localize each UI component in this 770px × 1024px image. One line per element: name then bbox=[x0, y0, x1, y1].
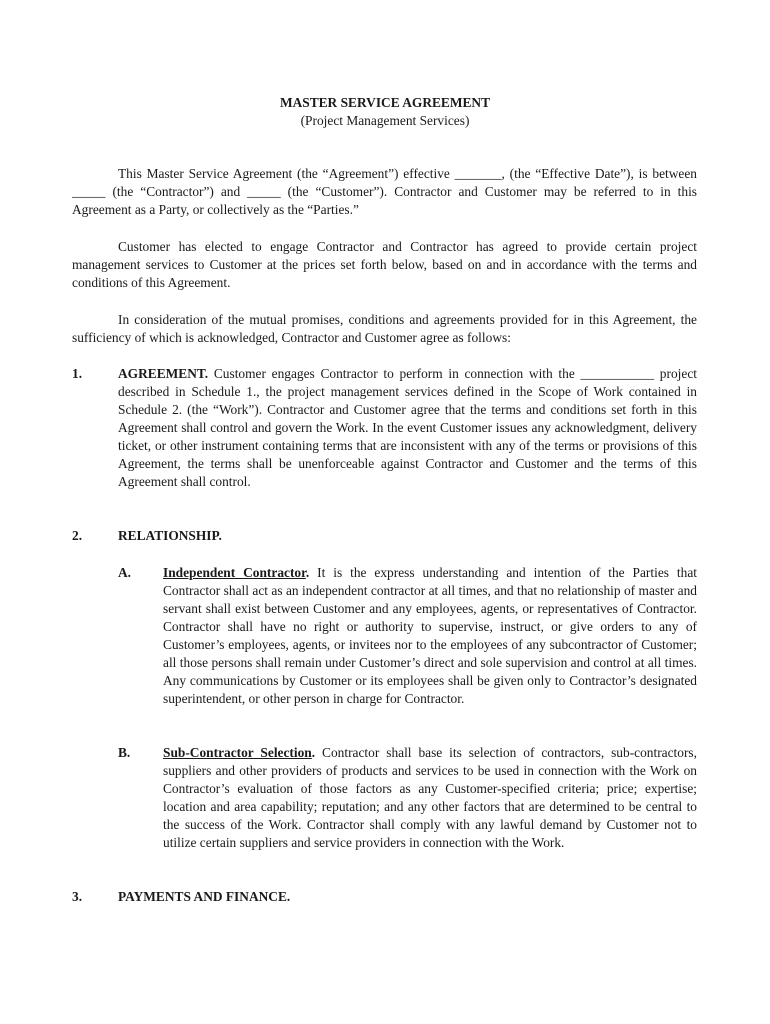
section-body bbox=[118, 527, 697, 545]
subsection-text: It is the express understanding and intention of the Parties that Contractor shall act as an independent contractor at all times, and that no relationship of master and servant shall exist between Customer and any employees, agents, or representatives of Contractor. Contractor shall have no right or authority to supervise, instruct, or give orders to any of Customer’s employees, agents, or invitees nor to the employees of any subcontractor of Customer; all those persons shall remain under Customer’s direct and sole supervision and control at all times. Any communications by Customer or its employees shall be given only to Contractor’s designated superintendent, or other person in charge for Contractor. bbox=[163, 565, 697, 706]
document-subtitle: (Project Management Services) bbox=[300, 113, 470, 128]
section-body bbox=[118, 365, 697, 491]
intro-paragraph-2: Customer has elected to engage Contractor and Contractor has agreed to provide certain project management services to Customer at the prices set forth below, based on and in accordance with the terms and conditions of this Agreement. bbox=[72, 239, 697, 290]
section-number: 1. bbox=[72, 366, 83, 381]
title-block bbox=[0, 94, 770, 130]
section-heading: PAYMENTS AND FINANCE. bbox=[118, 889, 291, 904]
section-2 bbox=[72, 527, 697, 545]
intro-paragraph-3: In consideration of the mutual promises, conditions and agreements provided for in this Agreement, the sufficiency of which is acknowledged, Contractor and Customer agree as follows: bbox=[72, 312, 697, 345]
section-1 bbox=[72, 365, 697, 491]
section-number: 3. bbox=[72, 889, 83, 904]
subsection-2a bbox=[118, 564, 697, 708]
subsection-heading: Independent Contractor bbox=[163, 565, 306, 580]
section-body bbox=[118, 888, 697, 906]
section-text: Customer engages Contractor to perform in connection with the ___________ project described in Schedule 1., the project management services defined in the Scope of Work contained in Schedule 2. (the “Work”). Contractor and Customer agree that the terms and conditions set forth in this Agreement shall control and govern the Work. In the event Customer issues any acknowledgment, delivery ticket, or other instrument containing terms that are inconsistent with any of the terms or provisions of this Agreement, the terms shall be unenforceable against Contractor and Customer and the terms of this Agreement shall control. bbox=[118, 366, 697, 489]
intro-paragraph-1: This Master Service Agreement (the “Agreement”) effective _______, (the “Effective Date”), is between _____ (the “Contractor”) and _____ (the “Customer”). Contractor and Customer may be referred to in this Agreement as a Party, or collectively as the “Parties.” bbox=[72, 166, 697, 217]
subsection-2b bbox=[118, 744, 697, 852]
section-heading: RELATIONSHIP. bbox=[118, 528, 222, 543]
subsection-heading: Sub-Contractor Selection bbox=[163, 745, 312, 760]
document-title: MASTER SERVICE AGREEMENT bbox=[279, 95, 491, 110]
section-heading: AGREEMENT. bbox=[118, 366, 209, 381]
subsection-body: Independent Contractor. It is the express understanding and intention of the Parties that Contractor shall act as an independent contractor at all times, and that no relationship of master and servant shall exist between Customer and any employees, agents, or representatives of Contractor. Contractor shall have no right or authority to supervise, instruct, or give orders to any of Customer’s employees, agents, or invitees nor to the employees of any subcontractor of Customer; all those persons shall remain under Customer’s direct and sole supervision and control at all times. Any communications by Customer or its employees shall be given only to Contractor’s designated superintendent, or other person in charge for Contractor. bbox=[163, 565, 697, 706]
section-3 bbox=[72, 888, 697, 906]
subsection-body: Sub-Contractor Selection. Contractor shall base its selection of contractors, sub-contractors, suppliers and other providers of products and services to be used in connection with the Work on Contractor’s evaluation of those factors as any Customer-specified criteria; price; expertise; location and area capability; reputation; and any other factors that are determined to be central to the success of the Work. Contractor shall comply with any lawful demand by Customer not to utilize certain suppliers and service providers in connection with the Work. bbox=[163, 745, 697, 850]
subsection-letter: A. bbox=[118, 565, 132, 580]
subsection-letter: B. bbox=[118, 745, 131, 760]
section-number: 2. bbox=[72, 528, 83, 543]
subsection-text: Contractor shall base its selection of contractors, sub-contractors, suppliers and other providers of products and services to be used in connection with the Work on Contractor’s evaluation of those factors as any Customer-specified criteria; price; expertise; location and area capability; reputation; and any other factors that are determined to be central to the success of the Work. Contractor shall comply with any lawful demand by Customer not to utilize certain suppliers and service providers in connection with the Work. bbox=[163, 745, 697, 850]
